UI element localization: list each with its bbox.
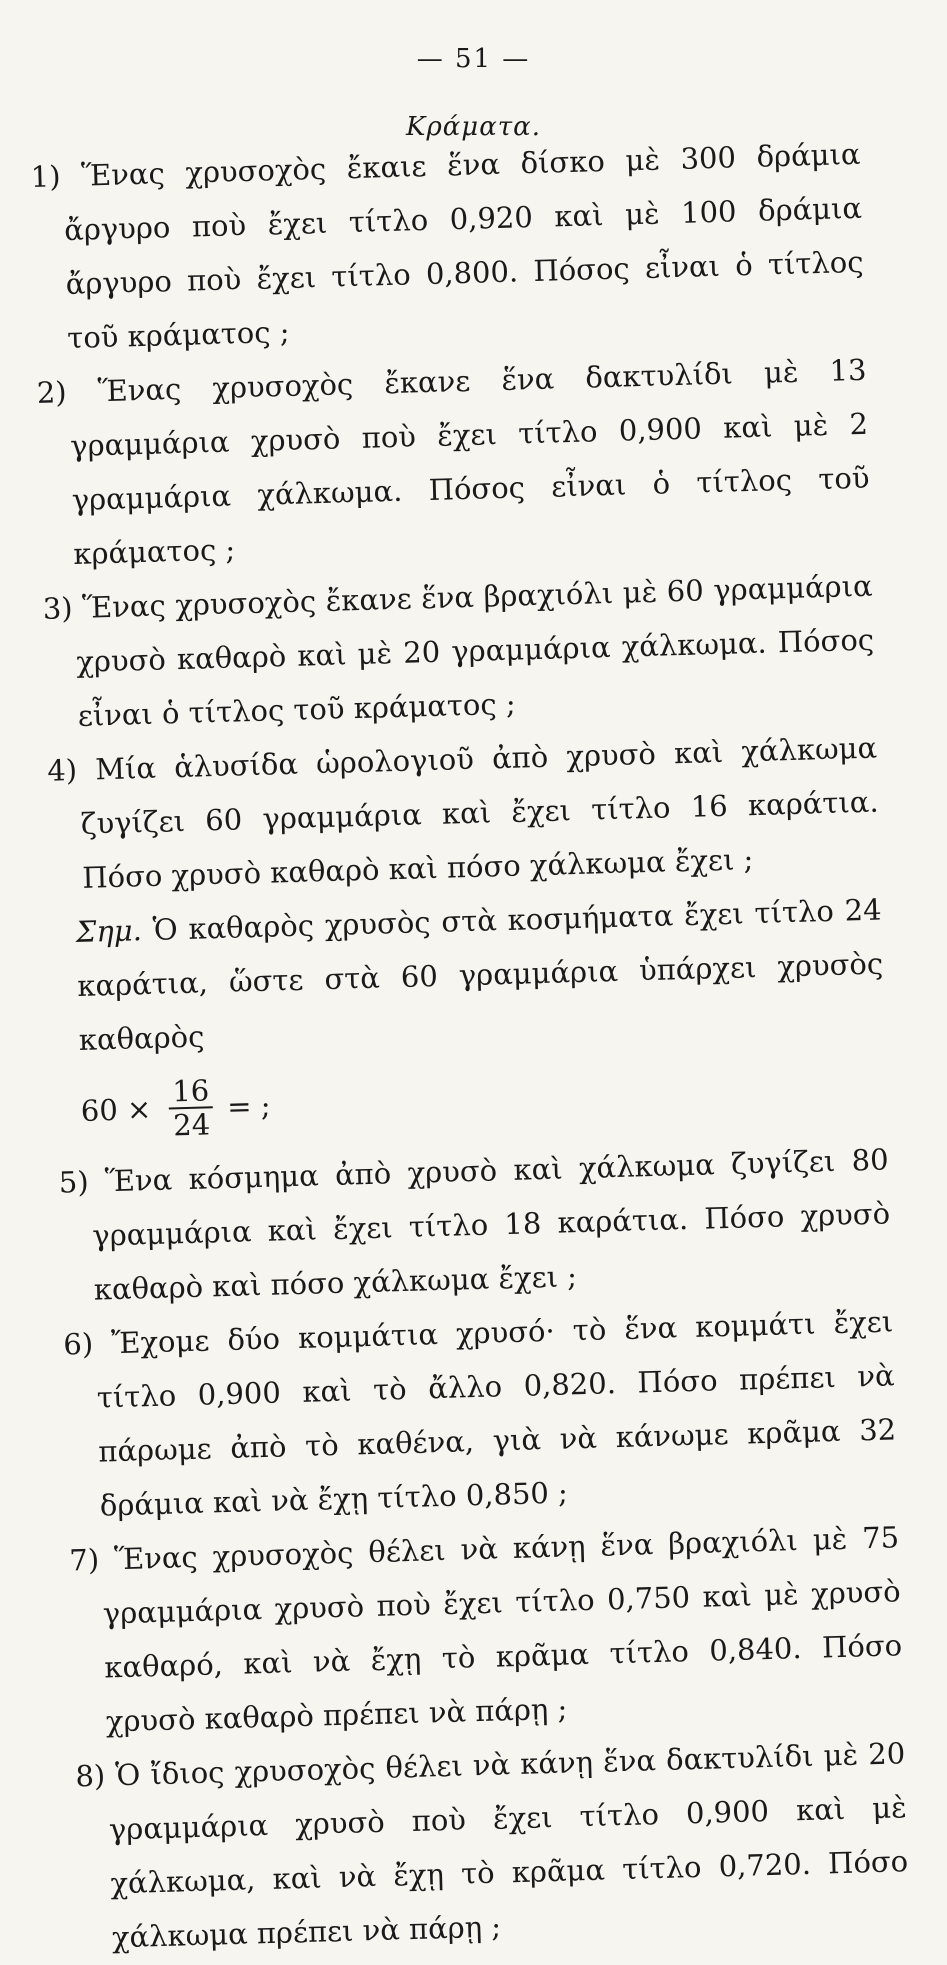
problem-text: Ἕνας χρυσοχὸς ἔκαιε ἕνα δίσκο μὲ 300 δράμια ἄργυρο ποὺ ἔχει τίτλο 0,920 καὶ μὲ 100 δράμια ἄργυρο ποὺ ἔχει τίτλο 0,800. Πόσος εἶναι ὁ τίτλος τοῦ κράματος ; — [63, 136, 864, 356]
note-label: Σημ. — [75, 913, 143, 950]
problem-number: 4) — [46, 752, 78, 788]
problem-text: Ἕνας χρυσοχὸς ἔκανε ἕνα βραχιόλι μὲ 60 γραμμάρια χρυσὸ καθαρὸ καὶ μὲ 20 γραμμάρια χάλκωμα. Πόσος εἶναι ὁ τίτλος τοῦ κράματος ; — [75, 568, 875, 733]
section-title: Κράματα. — [406, 112, 541, 142]
problem-3 — [42, 559, 876, 744]
page-content — [30, 127, 910, 1965]
formula-tail: = ; — [226, 1088, 271, 1124]
problem-text: Ἕνας χρυσοχὸς ἔκανε ἕνα δακτυλίδι μὲ 13 γραμμάρια χρυσὸ ποὺ ἔχει τίτλο 0,900 καὶ μὲ 2 γραμμάρια χάλκωμα. Πόσος εἶναι ὁ τίτλος τοῦ κράματος ; — [69, 352, 870, 571]
problem-number: 8) — [74, 1758, 106, 1794]
problem-text: Ὁ ἴδιος χρυσοχὸς θέλει νὰ κάνῃ ἕνα δακτυλίδι μὲ 20 γραμμάρια χρυσὸ ποὺ ἔχει τίτλο 0,900 καὶ μὲ χάλκωμα, καὶ νὰ ἔχῃ τὸ κρᾶμα τίτλο 0,720. Πόσο χάλκωμα πρέπει νὰ πάρῃ ; — [108, 1736, 909, 1955]
problem-number: 7) — [68, 1542, 100, 1578]
problem-text: Μία ἁλυσίδα ὡρολογιοῦ ἀπὸ χρυσὸ καὶ χάλκωμα ζυγίζει 60 γραμμάρια καὶ ἔχει τίτλο 16 καράτια. Πόσο χρυσὸ καθαρὸ καὶ πόσο χάλκωμα ἔχει ; — [80, 730, 879, 895]
problem-2 — [36, 343, 872, 582]
problem-number: 2) — [36, 375, 68, 410]
note — [51, 883, 885, 1068]
problem-number: 3) — [42, 590, 74, 626]
problem-text: Ἕνας χρυσοχὸς θέλει νὰ κάνῃ ἕνα βραχιόλι μὲ 75 γραμμάρια χρυσὸ ποὺ ἔχει τίτλο 0,750 καὶ μὲ χρυσὸ καθαρό, καὶ νὰ ἔχῃ τὸ κρᾶμα τίτλο 0,840. Πόσο χρυσὸ καθαρὸ πρέπει νὰ πάρῃ ; — [102, 1520, 903, 1739]
note-text: Ὁ καθαρὸς χρυσὸς στὰ κοσμήματα ἔχει τίτλο 24 καράτια, ὥστε στὰ 60 γραμμάρια ὑπάρχει χρυσὸς καθαρὸς — [76, 892, 884, 1057]
problem-4 — [47, 721, 881, 906]
problem-text: Ἔχομε δύο κομμάτια χρυσό· τὸ ἕνα κομμάτι ἔχει τίτλο 0,900 καὶ τὸ ἄλλο 0,820. Πόσο πρέπει νὰ πάρωμε ἀπὸ τὸ καθένα, γιὰ νὰ κάνωμε κρᾶμα 32 δράμια καὶ νὰ ἔχῃ τίτλο 0,850 ; — [96, 1304, 897, 1523]
problem-6 — [63, 1294, 899, 1533]
fraction-denominator: 24 — [172, 1107, 211, 1143]
problem-number: 6) — [62, 1326, 94, 1362]
fraction-numerator: 16 — [171, 1073, 210, 1109]
formula-lead: 60 × — [80, 1091, 152, 1128]
page-number: — 51 — — [416, 44, 531, 74]
problem-7 — [69, 1510, 905, 1749]
problem-1 — [30, 127, 866, 366]
problem-5 — [58, 1132, 892, 1317]
problem-8 — [75, 1726, 911, 1965]
problem-text: Ἕνα κόσμημα ἀπὸ χρυσὸ καὶ χάλκωμα ζυγίζει 80 γραμμάρια καὶ ἔχει τίτλο 18 καράτια. Πόσο χρυσὸ καθαρὸ καὶ πόσο χάλκωμα ἔχει ; — [91, 1142, 891, 1307]
problem-number: 1) — [30, 159, 61, 194]
formula-fraction — [168, 1074, 214, 1141]
problem-number: 5) — [58, 1164, 90, 1200]
